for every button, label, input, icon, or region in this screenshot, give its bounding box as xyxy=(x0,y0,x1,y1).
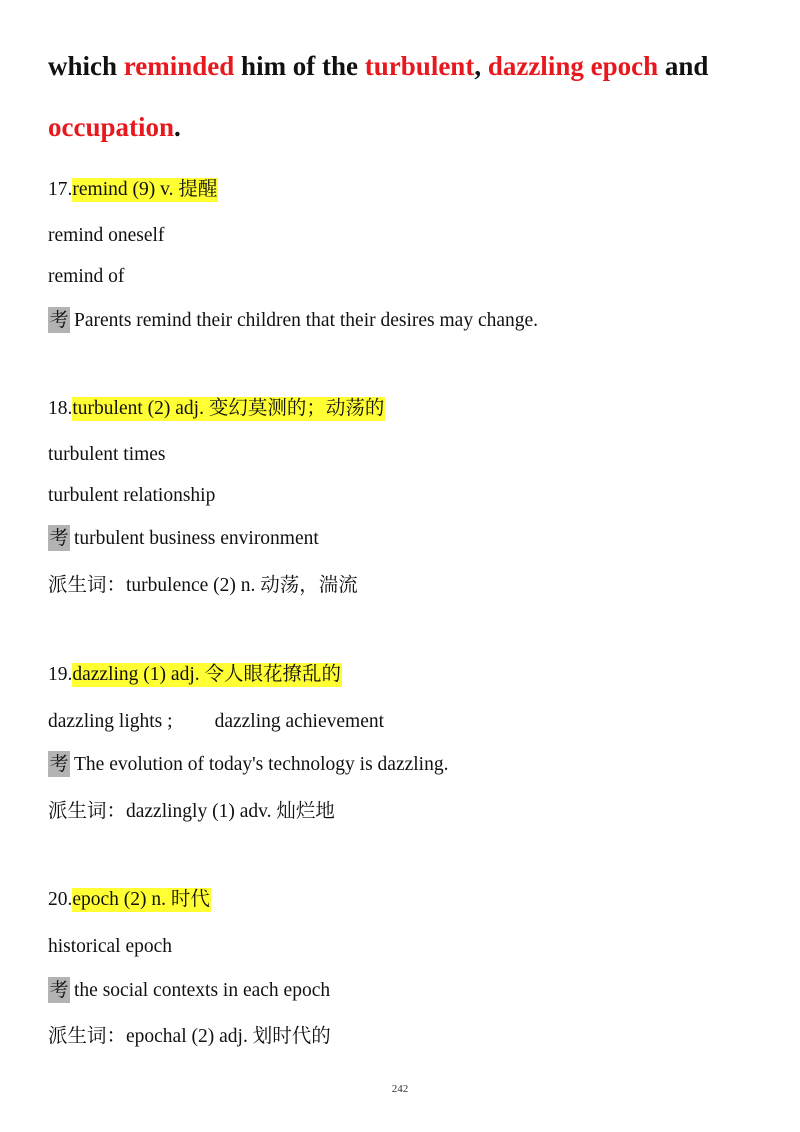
exam-example xyxy=(48,525,319,552)
sentence-text: him of the xyxy=(234,51,365,81)
example-text: Parents remind their children that their desires may change. xyxy=(74,310,539,331)
phrase-row xyxy=(48,709,384,735)
entry-number: 20. xyxy=(48,889,73,910)
entry-heading xyxy=(48,887,211,913)
keyword-turbulent: turbulent xyxy=(364,51,475,81)
exam-badge: 考 xyxy=(49,527,69,549)
phrase: dazzling lights ; xyxy=(48,711,173,732)
keyword-occupation: occupation xyxy=(48,112,175,142)
example-text: turbulent business environment xyxy=(74,528,319,549)
keyword-reminded: reminded xyxy=(123,51,235,81)
sentence-line-1 xyxy=(48,50,708,82)
entry-heading xyxy=(48,662,342,688)
exam-example xyxy=(48,977,330,1004)
exam-badge: 考 xyxy=(49,309,69,331)
derivative: 派生词：epochal (2) adj. 划时代的 xyxy=(48,1026,331,1047)
entry-headword: epoch (2) n. 时代 xyxy=(72,889,210,910)
exam-badge: 考 xyxy=(49,753,69,775)
page-number: 242 xyxy=(391,1083,409,1095)
entry-headword: remind (9) v. 提醒 xyxy=(72,179,218,200)
example-text: The evolution of today's technology is dazzling. xyxy=(74,754,449,775)
sentence-line-2 xyxy=(48,111,181,143)
phrase: remind of xyxy=(48,266,125,287)
sentence-text: . xyxy=(174,112,181,142)
entry-headword: turbulent (2) adj. 变幻莫测的；动荡的 xyxy=(72,398,385,419)
sentence-text: , xyxy=(474,51,488,81)
exam-example xyxy=(48,751,448,778)
keyword-dazzling-epoch: dazzling epoch xyxy=(487,51,659,81)
entry-number: 19. xyxy=(48,664,73,685)
derivative: 派生词：turbulence (2) n. 动荡，湍流 xyxy=(48,575,358,596)
phrase: turbulent times xyxy=(48,444,166,465)
phrase: dazzling achievement xyxy=(214,711,385,732)
sentence-text: and xyxy=(658,51,709,81)
example-text: the social contexts in each epoch xyxy=(74,980,331,1001)
exam-example xyxy=(48,307,538,334)
phrase: remind oneself xyxy=(48,225,165,246)
phrase: historical epoch xyxy=(48,936,172,957)
sentence-text: which xyxy=(48,51,124,81)
entry-number: 18. xyxy=(48,398,73,419)
phrase: turbulent relationship xyxy=(48,485,216,506)
exam-badge: 考 xyxy=(49,979,69,1001)
entry-number: 17. xyxy=(48,179,73,200)
entry-heading xyxy=(48,177,218,203)
entry-heading xyxy=(48,396,385,422)
derivative: 派生词：dazzlingly (1) adv. 灿烂地 xyxy=(48,801,335,822)
entry-headword: dazzling (1) adj. 令人眼花撩乱的 xyxy=(72,664,341,685)
